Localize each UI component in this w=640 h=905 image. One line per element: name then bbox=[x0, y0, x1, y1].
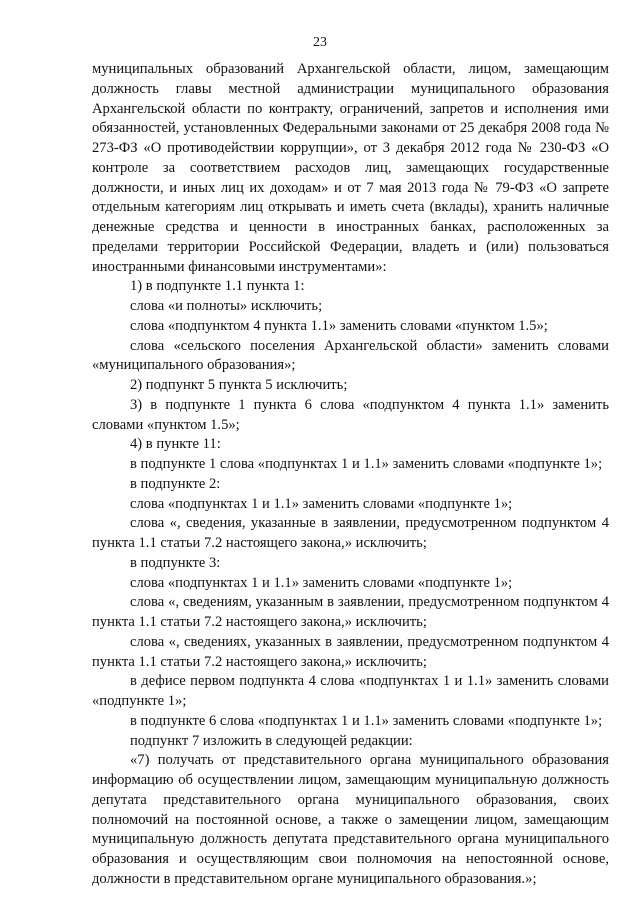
paragraph-intro: муниципальных образований Архангельской области, лицом, замещающим должность главы местной администрации муниципального образования Архангельской области по контракту, ограничений, запретов и исполнения ими обязанностей, установленных Федеральными законами от 25 декабря 2008 года № 273-ФЗ «О противодействии коррупции», от 3 декабря 2012 года № 230-ФЗ «О контроле за соответствием расходов лиц, замещающих государственные должности, и иных лиц их доходам» и от 7 мая 2013 года № 79-ФЗ «О запрете отдельным категориям лиц открывать и иметь счета (вклады), хранить наличные денежные средства и ценности в иностранных банках, расположенных за пределами территории Российской Федерации, владеть и (или) пользоваться иностранными финансовыми инструментами»: bbox=[92, 61, 609, 275]
paragraph-item-1-words-polnoty: слова «и полноты» исключить; bbox=[130, 298, 323, 314]
paragraph-item-1-words-poseleniya: слова «сельского поселения Архангельской области» заменить словами «муниципального образования»; bbox=[92, 337, 609, 374]
paragraph-item-3: 3) в подпункте 1 пункта 6 слова «подпунктом 4 пункта 1.1» заменить словами «пунктом 1.5»; bbox=[92, 396, 609, 433]
paragraph-item-4-sub-4: в дефисе первом подпункта 4 слова «подпунктах 1 и 1.1» заменить словами «подпункте 1»; bbox=[92, 673, 609, 709]
paragraph-item-4-sub-2-a: слова «подпунктах 1 и 1.1» заменить словами «подпункте 1»; bbox=[130, 495, 513, 512]
paragraph-item-4-sub-6: в подпункте 6 слова «подпунктах 1 и 1.1» заменить словами «подпункте 1»; bbox=[130, 712, 603, 729]
paragraph-item-4-sub-3-c: слова «, сведениях, указанных в заявлении, предусмотренном подпунктом 4 пункта 1.1 статьи 7.2 настоящего закона,» исключить; bbox=[92, 633, 609, 670]
paragraph-item-1-words-podpunktom: слова «подпунктом 4 пункта 1.1» заменить словами «пунктом 1.5»; bbox=[130, 317, 548, 334]
paragraph-item-4: 4) в пункте 11: bbox=[130, 436, 221, 453]
paragraph-item-4-sub-3: в подпункте 3: bbox=[130, 554, 221, 571]
paragraph-item-4-sub-2-b: слова «, сведения, указанные в заявлении, предусмотренном подпунктом 4 пункта 1.1 статьи 7.2 настоящего закона,» исключить; bbox=[92, 515, 609, 551]
paragraph-item-4-sub-3-b: слова «, сведениям, указанным в заявлении, предусмотренном подпунктом 4 пункта 1.1 статьи 7.2 настоящего закона,» исключить; bbox=[92, 594, 609, 630]
paragraph-item-4-sub-1: в подпункте 1 слова «подпунктах 1 и 1.1» заменить словами «подпункте 1»; bbox=[130, 456, 603, 472]
paragraph-item-4-sub-3-a: слова «подпунктах 1 и 1.1» заменить словами «подпункте 1»; bbox=[130, 574, 513, 591]
paragraph-item-4-sub-7-text: «7) получать от представительного органа муниципального образования информацию об осуществлении лицом, замещающим муниципальную должность депутата представительного органа муниципального образования, своих полномочий на постоянной основе, а также о замещении лицом, замещающим муниципальную должность депутата представительного органа муниципального образования и осуществляющим свои полномочия на непостоянной основе, должности в представительном органе муниципального образования.»; bbox=[92, 752, 609, 887]
document-body bbox=[92, 60, 609, 890]
paragraph-item-4-sub-7: подпункт 7 изложить в следующей редакции: bbox=[130, 732, 413, 749]
page-number: 23 bbox=[313, 35, 327, 50]
paragraph-item-2: 2) подпункт 5 пункта 5 исключить; bbox=[130, 377, 348, 393]
paragraph-item-1: 1) в подпункте 1.1 пункта 1: bbox=[130, 278, 305, 295]
paragraph-item-4-sub-2: в подпункте 2: bbox=[130, 475, 221, 492]
